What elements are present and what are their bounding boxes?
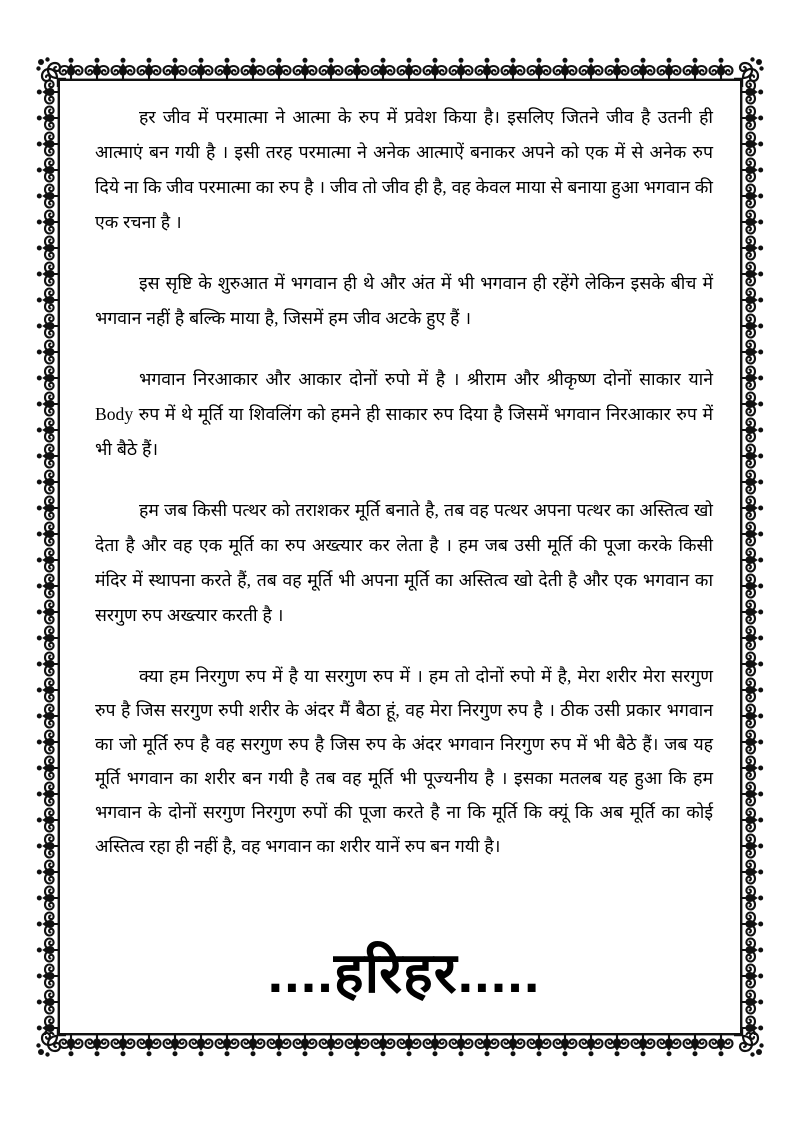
border-ornament-right <box>740 79 764 1035</box>
paragraph-4: हम जब किसी पत्थर को तराशकर मूर्ति बनाते है, तब वह पत्थर अपना पत्थर का अस्तित्व खो देता है और वह एक मूर्ति का रुप अख्त्यार कर लेता है । हम जब उसी मूर्ति की पूजा करके किसी मंदिर में स्थापना करते हैं, तब वह मूर्ति भी अपना मूर्ति का अस्तित्व खो देती है और एक भगवान का सरगुण रुप अख्त्यार करती है । <box>95 500 713 625</box>
document-text-body <box>95 100 713 1004</box>
border-ornament-bottom <box>58 1033 742 1057</box>
border-ornament-left <box>36 79 60 1035</box>
border-ornament-top <box>58 57 742 81</box>
border-corner-bottom-right-icon <box>734 1027 764 1057</box>
paragraph-5: क्या हम निरगुण रुप में है या सरगुण रुप में । हम तो दोनों रुपो में है, मेरा शरीर मेरा सरगुण रुप है जिस सरगुण रुपी शरीर के अंदर मैं बैठा हूं, वह मेरा निरगुण रुप है । ठीक उसी प्रकार भगवान का जो मूर्ति रुप है वह सरगुण रुप है जिस रुप के अंदर भगवान निरगुण रुप में भी बैठे हैं। जब यह मूर्ति भगवान का शरीर बन गयी है तब वह मूर्ति भी पूज्यनीय है । इसका मतलब यह हुआ कि हम भगवान के दोनों सरगुण निरगुण रुपों की पूजा करते है ना कि मूर्ति कि क्यूं कि अब मूर्ति का कोई अस्तित्व रहा ही नहीं है, वह भगवान का शरीर यानें रुप बन गयी है। <box>95 666 713 856</box>
paragraph-3: भगवान निरआकार और आकार दोनों रुपो में है । श्रीराम और श्रीकृष्ण दोनों साकार याने Body रुप में थे मूर्ति या शिवलिंग को हमने ही साकार रुप दिया है जिसमें भगवान निरआकार रुप में भी बैठे हैं। <box>95 369 713 459</box>
paragraph-1: हर जीव में परमात्मा ने आत्मा के रुप में प्रवेश किया है। इसलिए जितने जीव है उतनी ही आत्माएं बन गयी है । इसी तरह परमात्मा ने अनेक आत्माऐं बनाकर अपने को एक में से अनेक रुप दिये ना कि जीव परमात्मा का रुप है । जीव तो जीव ही है, वह केवल माया से बनाया हुआ भगवान की एक रचना है । <box>95 107 713 232</box>
border-corner-top-right-icon <box>734 57 764 87</box>
border-corner-top-left-icon <box>36 57 66 87</box>
paragraph-2: इस सृष्टि के शुरुआत में भगवान ही थे और अंत में भी भगवान ही रहेंगे लेकिन इसके बीच में भगवान नहीं है बल्कि माया है, जिसमें हम जीव अटके हुए हैं । <box>95 273 713 328</box>
closing-salutation: ....हरिहर..... <box>267 941 541 1004</box>
border-corner-bottom-left-icon <box>36 1027 66 1057</box>
